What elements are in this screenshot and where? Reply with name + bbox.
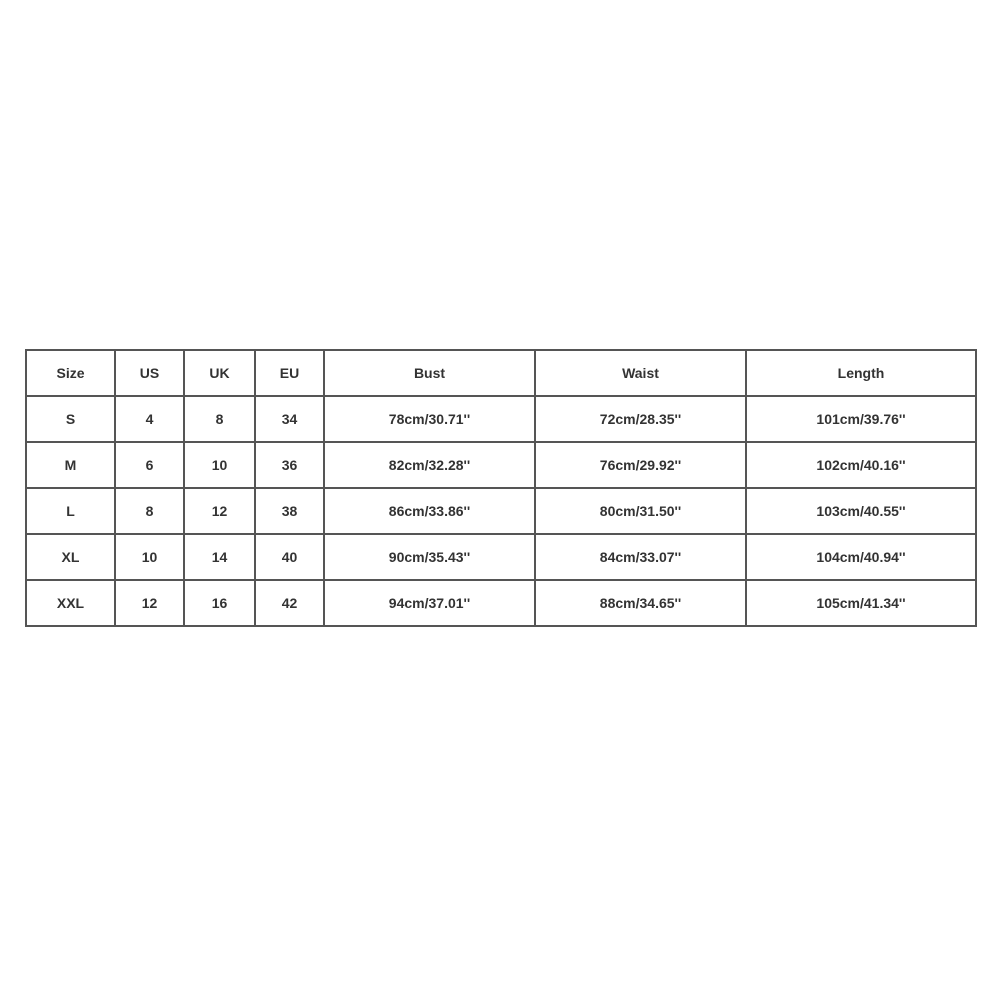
cell-eu: 38 bbox=[255, 488, 324, 534]
header-size: Size bbox=[26, 350, 115, 396]
cell-us: 8 bbox=[115, 488, 184, 534]
header-row bbox=[26, 350, 976, 396]
size-chart-table bbox=[25, 349, 977, 627]
cell-bust: 82cm/32.28'' bbox=[324, 442, 535, 488]
cell-length: 104cm/40.94'' bbox=[746, 534, 976, 580]
table-row bbox=[26, 580, 976, 626]
cell-size: XL bbox=[26, 534, 115, 580]
cell-length: 105cm/41.34'' bbox=[746, 580, 976, 626]
cell-us: 4 bbox=[115, 396, 184, 442]
table-row bbox=[26, 396, 976, 442]
cell-length: 102cm/40.16'' bbox=[746, 442, 976, 488]
cell-eu: 36 bbox=[255, 442, 324, 488]
cell-uk: 10 bbox=[184, 442, 255, 488]
header-bust: Bust bbox=[324, 350, 535, 396]
cell-uk: 12 bbox=[184, 488, 255, 534]
header-eu: EU bbox=[255, 350, 324, 396]
cell-waist: 80cm/31.50'' bbox=[535, 488, 746, 534]
cell-waist: 76cm/29.92'' bbox=[535, 442, 746, 488]
header-us: US bbox=[115, 350, 184, 396]
cell-waist: 88cm/34.65'' bbox=[535, 580, 746, 626]
cell-eu: 42 bbox=[255, 580, 324, 626]
cell-bust: 78cm/30.71'' bbox=[324, 396, 535, 442]
cell-bust: 94cm/37.01'' bbox=[324, 580, 535, 626]
cell-bust: 86cm/33.86'' bbox=[324, 488, 535, 534]
cell-length: 101cm/39.76'' bbox=[746, 396, 976, 442]
cell-length: 103cm/40.55'' bbox=[746, 488, 976, 534]
cell-size: M bbox=[26, 442, 115, 488]
header-waist: Waist bbox=[535, 350, 746, 396]
table-row bbox=[26, 442, 976, 488]
header-uk: UK bbox=[184, 350, 255, 396]
cell-us: 6 bbox=[115, 442, 184, 488]
header-length: Length bbox=[746, 350, 976, 396]
table-row bbox=[26, 488, 976, 534]
table-row bbox=[26, 534, 976, 580]
cell-uk: 8 bbox=[184, 396, 255, 442]
cell-us: 12 bbox=[115, 580, 184, 626]
cell-eu: 34 bbox=[255, 396, 324, 442]
cell-size: S bbox=[26, 396, 115, 442]
cell-uk: 16 bbox=[184, 580, 255, 626]
cell-size: L bbox=[26, 488, 115, 534]
cell-eu: 40 bbox=[255, 534, 324, 580]
cell-uk: 14 bbox=[184, 534, 255, 580]
cell-bust: 90cm/35.43'' bbox=[324, 534, 535, 580]
cell-us: 10 bbox=[115, 534, 184, 580]
cell-waist: 84cm/33.07'' bbox=[535, 534, 746, 580]
cell-waist: 72cm/28.35'' bbox=[535, 396, 746, 442]
cell-size: XXL bbox=[26, 580, 115, 626]
